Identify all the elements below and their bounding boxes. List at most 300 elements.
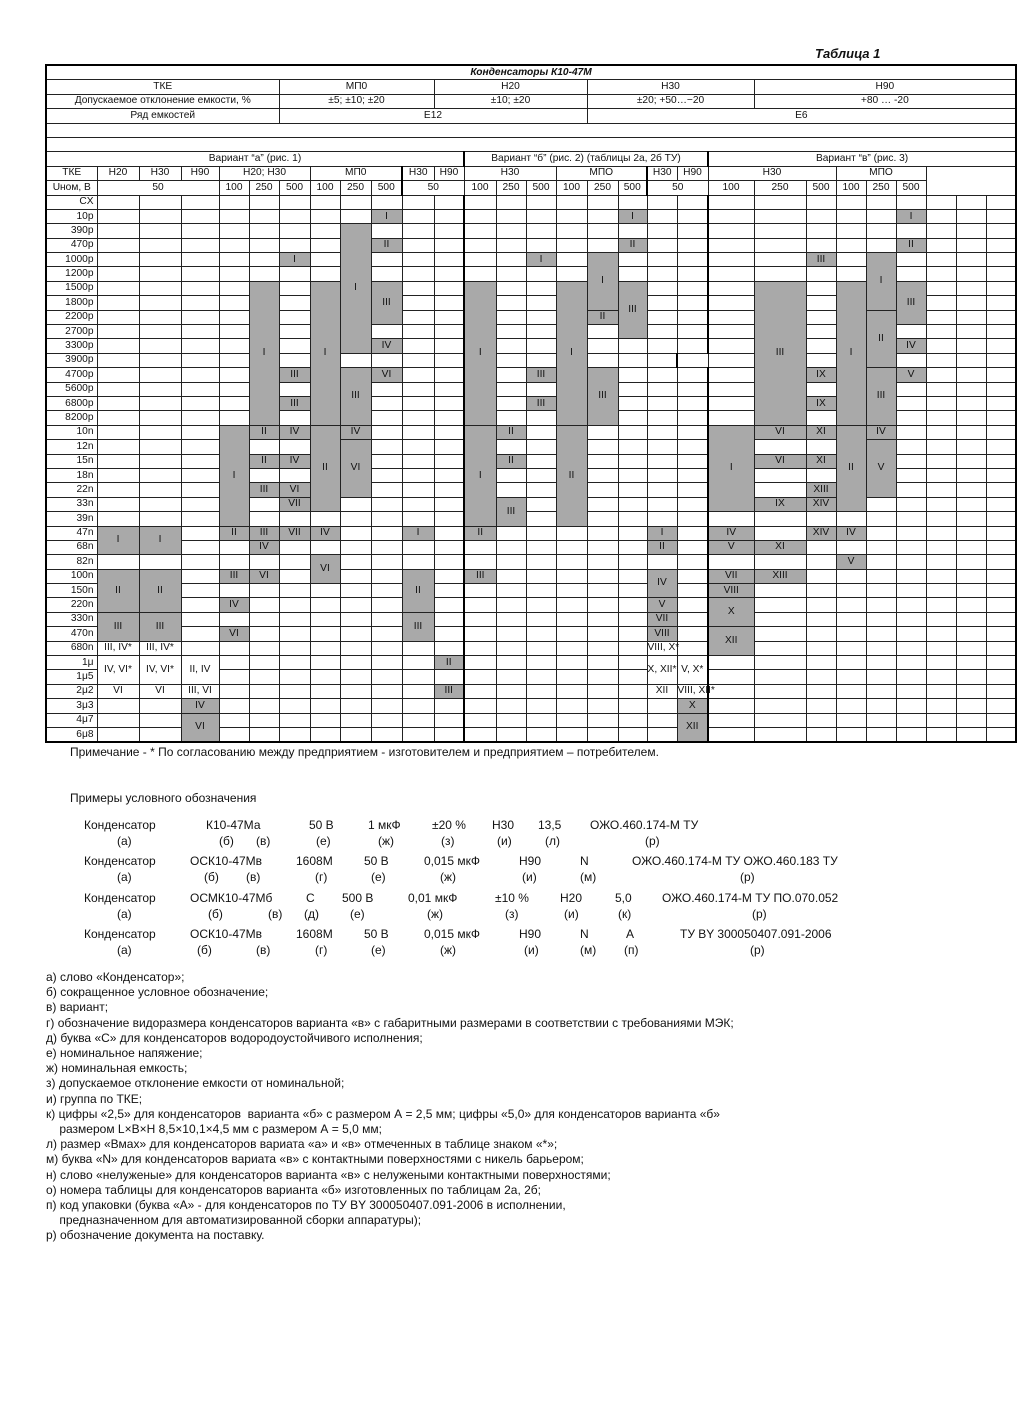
table-cell bbox=[181, 584, 219, 598]
table-cell bbox=[896, 396, 926, 410]
cx-value: 150n bbox=[46, 584, 97, 598]
table-cell bbox=[587, 209, 618, 223]
table-cell bbox=[402, 339, 434, 353]
example-marker: (в) bbox=[246, 870, 261, 884]
table-cell bbox=[434, 555, 464, 569]
example-marker: (в) bbox=[268, 907, 283, 921]
table-cell bbox=[866, 497, 896, 511]
example-token: К10-47Ма bbox=[206, 818, 261, 832]
table-cell bbox=[926, 454, 956, 468]
table-cell bbox=[139, 368, 181, 382]
table-cell bbox=[587, 627, 618, 641]
table-cell: IV bbox=[708, 526, 754, 540]
table-cell bbox=[926, 584, 956, 598]
table-cell bbox=[708, 325, 754, 339]
table-cell bbox=[556, 209, 587, 223]
table-cell bbox=[526, 627, 556, 641]
series-e12: E12 bbox=[279, 109, 587, 123]
table-cell bbox=[340, 526, 371, 540]
table-cell bbox=[618, 253, 647, 267]
example-marker: (б) bbox=[208, 907, 223, 921]
legend-item: н) слово «нелуженые» для конденсаторов варианта «в» с нелужеными контактными поверхностями; bbox=[46, 1167, 611, 1182]
table-cell bbox=[340, 699, 371, 713]
table-cell bbox=[279, 468, 310, 482]
cx-value: 3900p bbox=[46, 353, 97, 367]
table-cell bbox=[340, 656, 371, 670]
table-cell: III bbox=[526, 396, 556, 410]
table-cell bbox=[371, 497, 402, 511]
table-cell bbox=[956, 641, 986, 655]
table-cell bbox=[340, 641, 371, 655]
example-marker: (д) bbox=[304, 907, 319, 921]
table-cell bbox=[279, 641, 310, 655]
table-cell bbox=[371, 540, 402, 554]
table-cell: VI bbox=[219, 627, 249, 641]
table-cell bbox=[956, 425, 986, 439]
table-cell bbox=[97, 555, 139, 569]
table-cell: II bbox=[496, 425, 526, 439]
table-cell bbox=[754, 195, 806, 209]
example-marker: (в) bbox=[256, 834, 271, 848]
table-cell bbox=[464, 540, 496, 554]
table-cell bbox=[279, 555, 310, 569]
table-cell bbox=[836, 627, 866, 641]
table-cell bbox=[677, 325, 708, 339]
example-token: 5,0 bbox=[615, 891, 632, 905]
table-cell bbox=[249, 555, 279, 569]
example-token: 50 В bbox=[309, 818, 334, 832]
table-cell: III bbox=[139, 612, 181, 641]
table-cell bbox=[956, 727, 986, 742]
table-cell bbox=[340, 540, 371, 554]
table-cell bbox=[434, 296, 464, 310]
table-cell bbox=[587, 468, 618, 482]
table-cell bbox=[647, 497, 677, 511]
table-cell bbox=[896, 253, 926, 267]
table-cell bbox=[279, 569, 310, 583]
table-cell bbox=[618, 612, 647, 626]
table-cell bbox=[371, 699, 402, 713]
table-cell bbox=[310, 598, 340, 612]
table-cell bbox=[556, 641, 587, 655]
cx-value: 390p bbox=[46, 224, 97, 238]
table-cell bbox=[496, 641, 526, 655]
table-cell: II bbox=[139, 569, 181, 612]
table-cell bbox=[708, 253, 754, 267]
table-cell bbox=[371, 396, 402, 410]
table-cell bbox=[677, 310, 708, 324]
table-cell bbox=[587, 641, 618, 655]
table-cell bbox=[806, 296, 836, 310]
table-cell: III bbox=[249, 483, 279, 497]
table-cell bbox=[97, 396, 139, 410]
table-cell bbox=[249, 627, 279, 641]
table-row bbox=[46, 684, 1016, 698]
cx-value: 1800p bbox=[46, 296, 97, 310]
table-cell bbox=[434, 396, 464, 410]
table-cell bbox=[806, 281, 836, 295]
table-cell bbox=[249, 195, 279, 209]
table-cell bbox=[434, 382, 464, 396]
table-cell bbox=[526, 325, 556, 339]
table-cell bbox=[986, 411, 1016, 425]
table-cell bbox=[806, 540, 836, 554]
table-cell bbox=[866, 713, 896, 727]
table-row bbox=[46, 598, 1016, 612]
table-cell bbox=[279, 699, 310, 713]
table-row bbox=[46, 209, 1016, 223]
table-cell bbox=[587, 713, 618, 727]
example-token: 500 В bbox=[342, 891, 374, 905]
table-cell bbox=[956, 281, 986, 295]
table-cell bbox=[754, 598, 806, 612]
table-cell: I bbox=[310, 281, 340, 425]
table-cell bbox=[836, 713, 866, 727]
table-row bbox=[46, 713, 1016, 727]
table-cell bbox=[587, 339, 618, 353]
table-cell bbox=[647, 238, 677, 252]
table-cell bbox=[496, 670, 526, 684]
series-label: Ряд емкостей bbox=[46, 109, 279, 123]
table-cell bbox=[836, 195, 866, 209]
table-cell bbox=[647, 425, 677, 439]
table-cell bbox=[956, 253, 986, 267]
table-cell bbox=[181, 569, 219, 583]
table-cell: VIII, X* bbox=[647, 641, 677, 655]
table-cell bbox=[434, 238, 464, 252]
table-row bbox=[46, 569, 1016, 583]
table-cell bbox=[956, 497, 986, 511]
table-row bbox=[46, 109, 1016, 123]
table-cell: II bbox=[556, 425, 587, 526]
spacer-row bbox=[46, 123, 1016, 137]
table-cell bbox=[340, 353, 371, 367]
table-cell bbox=[896, 727, 926, 742]
table-cell bbox=[139, 353, 181, 367]
table-cell bbox=[464, 713, 496, 727]
table-cell bbox=[677, 368, 708, 382]
table-cell bbox=[556, 267, 587, 281]
example-marker: (б) bbox=[219, 834, 234, 848]
table-cell bbox=[219, 281, 249, 295]
table-cell bbox=[526, 684, 556, 698]
table-cell: III bbox=[279, 396, 310, 410]
table-row bbox=[46, 612, 1016, 626]
table-cell bbox=[97, 353, 139, 367]
table-row bbox=[46, 181, 1016, 195]
table-cell bbox=[986, 641, 1016, 655]
table-cell bbox=[806, 555, 836, 569]
table-cell bbox=[836, 699, 866, 713]
table-cell bbox=[556, 238, 587, 252]
table-cell bbox=[647, 454, 677, 468]
table-cell bbox=[556, 670, 587, 684]
example-token: 0,015 мкФ bbox=[424, 854, 480, 868]
table-cell bbox=[97, 713, 139, 727]
table-cell bbox=[926, 569, 956, 583]
table-cell bbox=[866, 670, 896, 684]
cx-value: 12n bbox=[46, 440, 97, 454]
table-cell bbox=[986, 526, 1016, 540]
table-cell bbox=[371, 656, 402, 670]
table-cell bbox=[556, 627, 587, 641]
table-cell bbox=[434, 670, 464, 684]
table-cell bbox=[618, 267, 647, 281]
table-cell bbox=[464, 656, 496, 670]
table-cell bbox=[647, 267, 677, 281]
example-marker: (м) bbox=[580, 943, 597, 957]
table-cell bbox=[464, 727, 496, 742]
table-cell bbox=[677, 296, 708, 310]
example-marker: (л) bbox=[545, 834, 560, 848]
table-cell bbox=[310, 713, 340, 727]
table-cell bbox=[836, 656, 866, 670]
table-row bbox=[46, 584, 1016, 598]
table-cell bbox=[402, 396, 434, 410]
capacitor-table bbox=[45, 64, 1017, 743]
table-cell bbox=[371, 411, 402, 425]
table-cell bbox=[926, 612, 956, 626]
table-cell: XI bbox=[806, 454, 836, 468]
table-cell bbox=[181, 382, 219, 396]
cx-value: 2700p bbox=[46, 325, 97, 339]
table-cell bbox=[219, 325, 249, 339]
table-cell bbox=[181, 396, 219, 410]
example-marker: (ж) bbox=[440, 943, 457, 957]
table-cell bbox=[371, 382, 402, 396]
table-cell bbox=[647, 339, 677, 353]
table-cell bbox=[956, 396, 986, 410]
table-row bbox=[46, 368, 1016, 382]
table-cell bbox=[496, 468, 526, 482]
table-cell bbox=[249, 641, 279, 655]
table-cell bbox=[219, 727, 249, 742]
table-cell bbox=[139, 468, 181, 482]
table-cell bbox=[371, 353, 402, 367]
table-cell bbox=[806, 727, 836, 742]
table-cell bbox=[926, 281, 956, 295]
cx-value: 1200p bbox=[46, 267, 97, 281]
table-cell bbox=[97, 253, 139, 267]
table-cell bbox=[219, 699, 249, 713]
table-cell: I bbox=[249, 281, 279, 425]
cx-value: 15n bbox=[46, 454, 97, 468]
tke-col: МП0 bbox=[310, 166, 402, 180]
table-cell bbox=[754, 670, 806, 684]
table-cell bbox=[926, 483, 956, 497]
table-row bbox=[46, 440, 1016, 454]
table-cell: II bbox=[464, 526, 496, 540]
table-cell bbox=[496, 310, 526, 324]
table-cell bbox=[496, 612, 526, 626]
table-cell bbox=[587, 569, 618, 583]
table-cell bbox=[340, 512, 371, 526]
table-cell bbox=[956, 267, 986, 281]
table-cell: VI bbox=[310, 555, 340, 584]
table-cell bbox=[219, 684, 249, 698]
table-cell bbox=[618, 670, 647, 684]
table-cell bbox=[836, 267, 866, 281]
table-cell bbox=[647, 209, 677, 223]
example-token: 0,015 мкФ bbox=[424, 927, 480, 941]
table-cell bbox=[836, 540, 866, 554]
tke-col: Н30 bbox=[402, 166, 434, 180]
table-cell bbox=[464, 253, 496, 267]
table-cell bbox=[896, 440, 926, 454]
table-cell: III, IV* bbox=[97, 641, 139, 655]
cx-value: 6μ8 bbox=[46, 727, 97, 742]
table-cell bbox=[181, 497, 219, 511]
cx-value: 1500p bbox=[46, 281, 97, 295]
table-cell bbox=[496, 209, 526, 223]
table-cell bbox=[371, 468, 402, 482]
table-cell bbox=[434, 267, 464, 281]
table-cell bbox=[587, 454, 618, 468]
table-cell bbox=[219, 224, 249, 238]
table-cell bbox=[371, 684, 402, 698]
tke-col: Н90 bbox=[181, 166, 219, 180]
table-cell bbox=[806, 325, 836, 339]
example-marker: (и) bbox=[497, 834, 512, 848]
table-cell bbox=[496, 699, 526, 713]
example-marker: (м) bbox=[580, 870, 597, 884]
legend-item: г) обозначение видоразмера конденсаторов варианта «в» с габаритными размерами в соответствии с требованиями МЭК; bbox=[46, 1015, 734, 1030]
table-cell bbox=[340, 555, 371, 569]
table-cell: III bbox=[866, 368, 896, 426]
table-cell bbox=[677, 382, 708, 396]
table-cell bbox=[926, 195, 956, 209]
table-cell bbox=[618, 684, 647, 698]
example-marker: (в) bbox=[256, 943, 271, 957]
table-cell bbox=[896, 425, 926, 439]
table-cell bbox=[896, 483, 926, 497]
table-cell bbox=[956, 382, 986, 396]
table-cell bbox=[219, 411, 249, 425]
table-cell: III bbox=[618, 281, 647, 339]
example-marker: (г) bbox=[315, 870, 328, 884]
table-cell bbox=[402, 425, 434, 439]
table-cell bbox=[866, 224, 896, 238]
table-cell bbox=[279, 656, 310, 670]
table-cell bbox=[926, 512, 956, 526]
table-cell bbox=[647, 483, 677, 497]
table-cell bbox=[526, 296, 556, 310]
table-cell: IV bbox=[249, 540, 279, 554]
table-cell bbox=[496, 353, 526, 367]
table-cell bbox=[677, 267, 708, 281]
table-cell bbox=[926, 540, 956, 554]
table-cell: VII bbox=[279, 497, 310, 511]
table-cell bbox=[896, 699, 926, 713]
table-cell bbox=[806, 656, 836, 670]
table-cell bbox=[310, 224, 340, 238]
table-cell bbox=[139, 238, 181, 252]
table-cell: 500 bbox=[371, 181, 402, 195]
table-cell bbox=[97, 224, 139, 238]
table-cell: IV, VI* bbox=[139, 656, 181, 685]
table-cell bbox=[97, 325, 139, 339]
table-cell bbox=[97, 727, 139, 742]
table-cell bbox=[587, 224, 618, 238]
table-cell bbox=[181, 483, 219, 497]
table-cell bbox=[618, 699, 647, 713]
table-cell bbox=[647, 325, 677, 339]
group-n20: Н20 bbox=[434, 80, 587, 94]
table-cell bbox=[371, 612, 402, 626]
table-cell bbox=[986, 440, 1016, 454]
table-cell bbox=[402, 368, 434, 382]
table-row bbox=[46, 425, 1016, 439]
table-cell bbox=[986, 598, 1016, 612]
table-cell bbox=[279, 584, 310, 598]
tke-col: Н90 bbox=[434, 166, 464, 180]
table-cell bbox=[526, 281, 556, 295]
table-cell bbox=[496, 195, 526, 209]
table-cell: 500 bbox=[526, 181, 556, 195]
table-cell bbox=[587, 353, 618, 367]
example-marker: (е) bbox=[350, 907, 365, 921]
table-cell bbox=[618, 368, 647, 382]
table-cell bbox=[956, 555, 986, 569]
table-cell bbox=[310, 195, 340, 209]
table-cell bbox=[249, 713, 279, 727]
table-cell: I bbox=[464, 425, 496, 526]
table-cell bbox=[402, 713, 434, 727]
table-cell bbox=[754, 641, 806, 655]
table-cell bbox=[139, 396, 181, 410]
table-cell bbox=[402, 512, 434, 526]
table-cell: V, X* bbox=[677, 656, 708, 685]
table-cell bbox=[986, 281, 1016, 295]
table-cell bbox=[434, 569, 464, 583]
table-cell bbox=[806, 598, 836, 612]
table-cell bbox=[139, 411, 181, 425]
table-cell bbox=[754, 627, 806, 641]
table-cell bbox=[181, 598, 219, 612]
table-cell bbox=[587, 684, 618, 698]
table-cell: VI bbox=[754, 454, 806, 468]
group-n30: Н30 bbox=[587, 80, 754, 94]
example-marker: (и) bbox=[524, 943, 539, 957]
spacer-row bbox=[46, 137, 1016, 151]
table-cell: III bbox=[340, 368, 371, 426]
table-cell: I bbox=[896, 209, 926, 223]
table-cell: XII bbox=[677, 713, 708, 742]
table-cell bbox=[181, 238, 219, 252]
table-cell bbox=[926, 555, 956, 569]
table-cell bbox=[340, 569, 371, 583]
legend-item: к) цифры «2,5» для конденсаторов варианта «б» с размером А = 2,5 мм; цифры «5,0» для конденсаторов варианта «б» bbox=[46, 1106, 720, 1121]
table-cell bbox=[310, 612, 340, 626]
table-cell bbox=[526, 195, 556, 209]
table-cell bbox=[618, 540, 647, 554]
table-cell bbox=[526, 699, 556, 713]
table-cell bbox=[279, 195, 310, 209]
table-cell bbox=[340, 598, 371, 612]
example-marker: (и) bbox=[522, 870, 537, 884]
table-cell bbox=[618, 627, 647, 641]
table-cell bbox=[97, 339, 139, 353]
table-cell bbox=[647, 727, 677, 742]
table-cell bbox=[956, 670, 986, 684]
table-cell bbox=[464, 598, 496, 612]
table-cell bbox=[310, 253, 340, 267]
table-cell bbox=[754, 468, 806, 482]
table-cell bbox=[754, 267, 806, 281]
table-cell bbox=[340, 727, 371, 742]
table-cell bbox=[371, 670, 402, 684]
table-cell: I bbox=[556, 281, 587, 425]
